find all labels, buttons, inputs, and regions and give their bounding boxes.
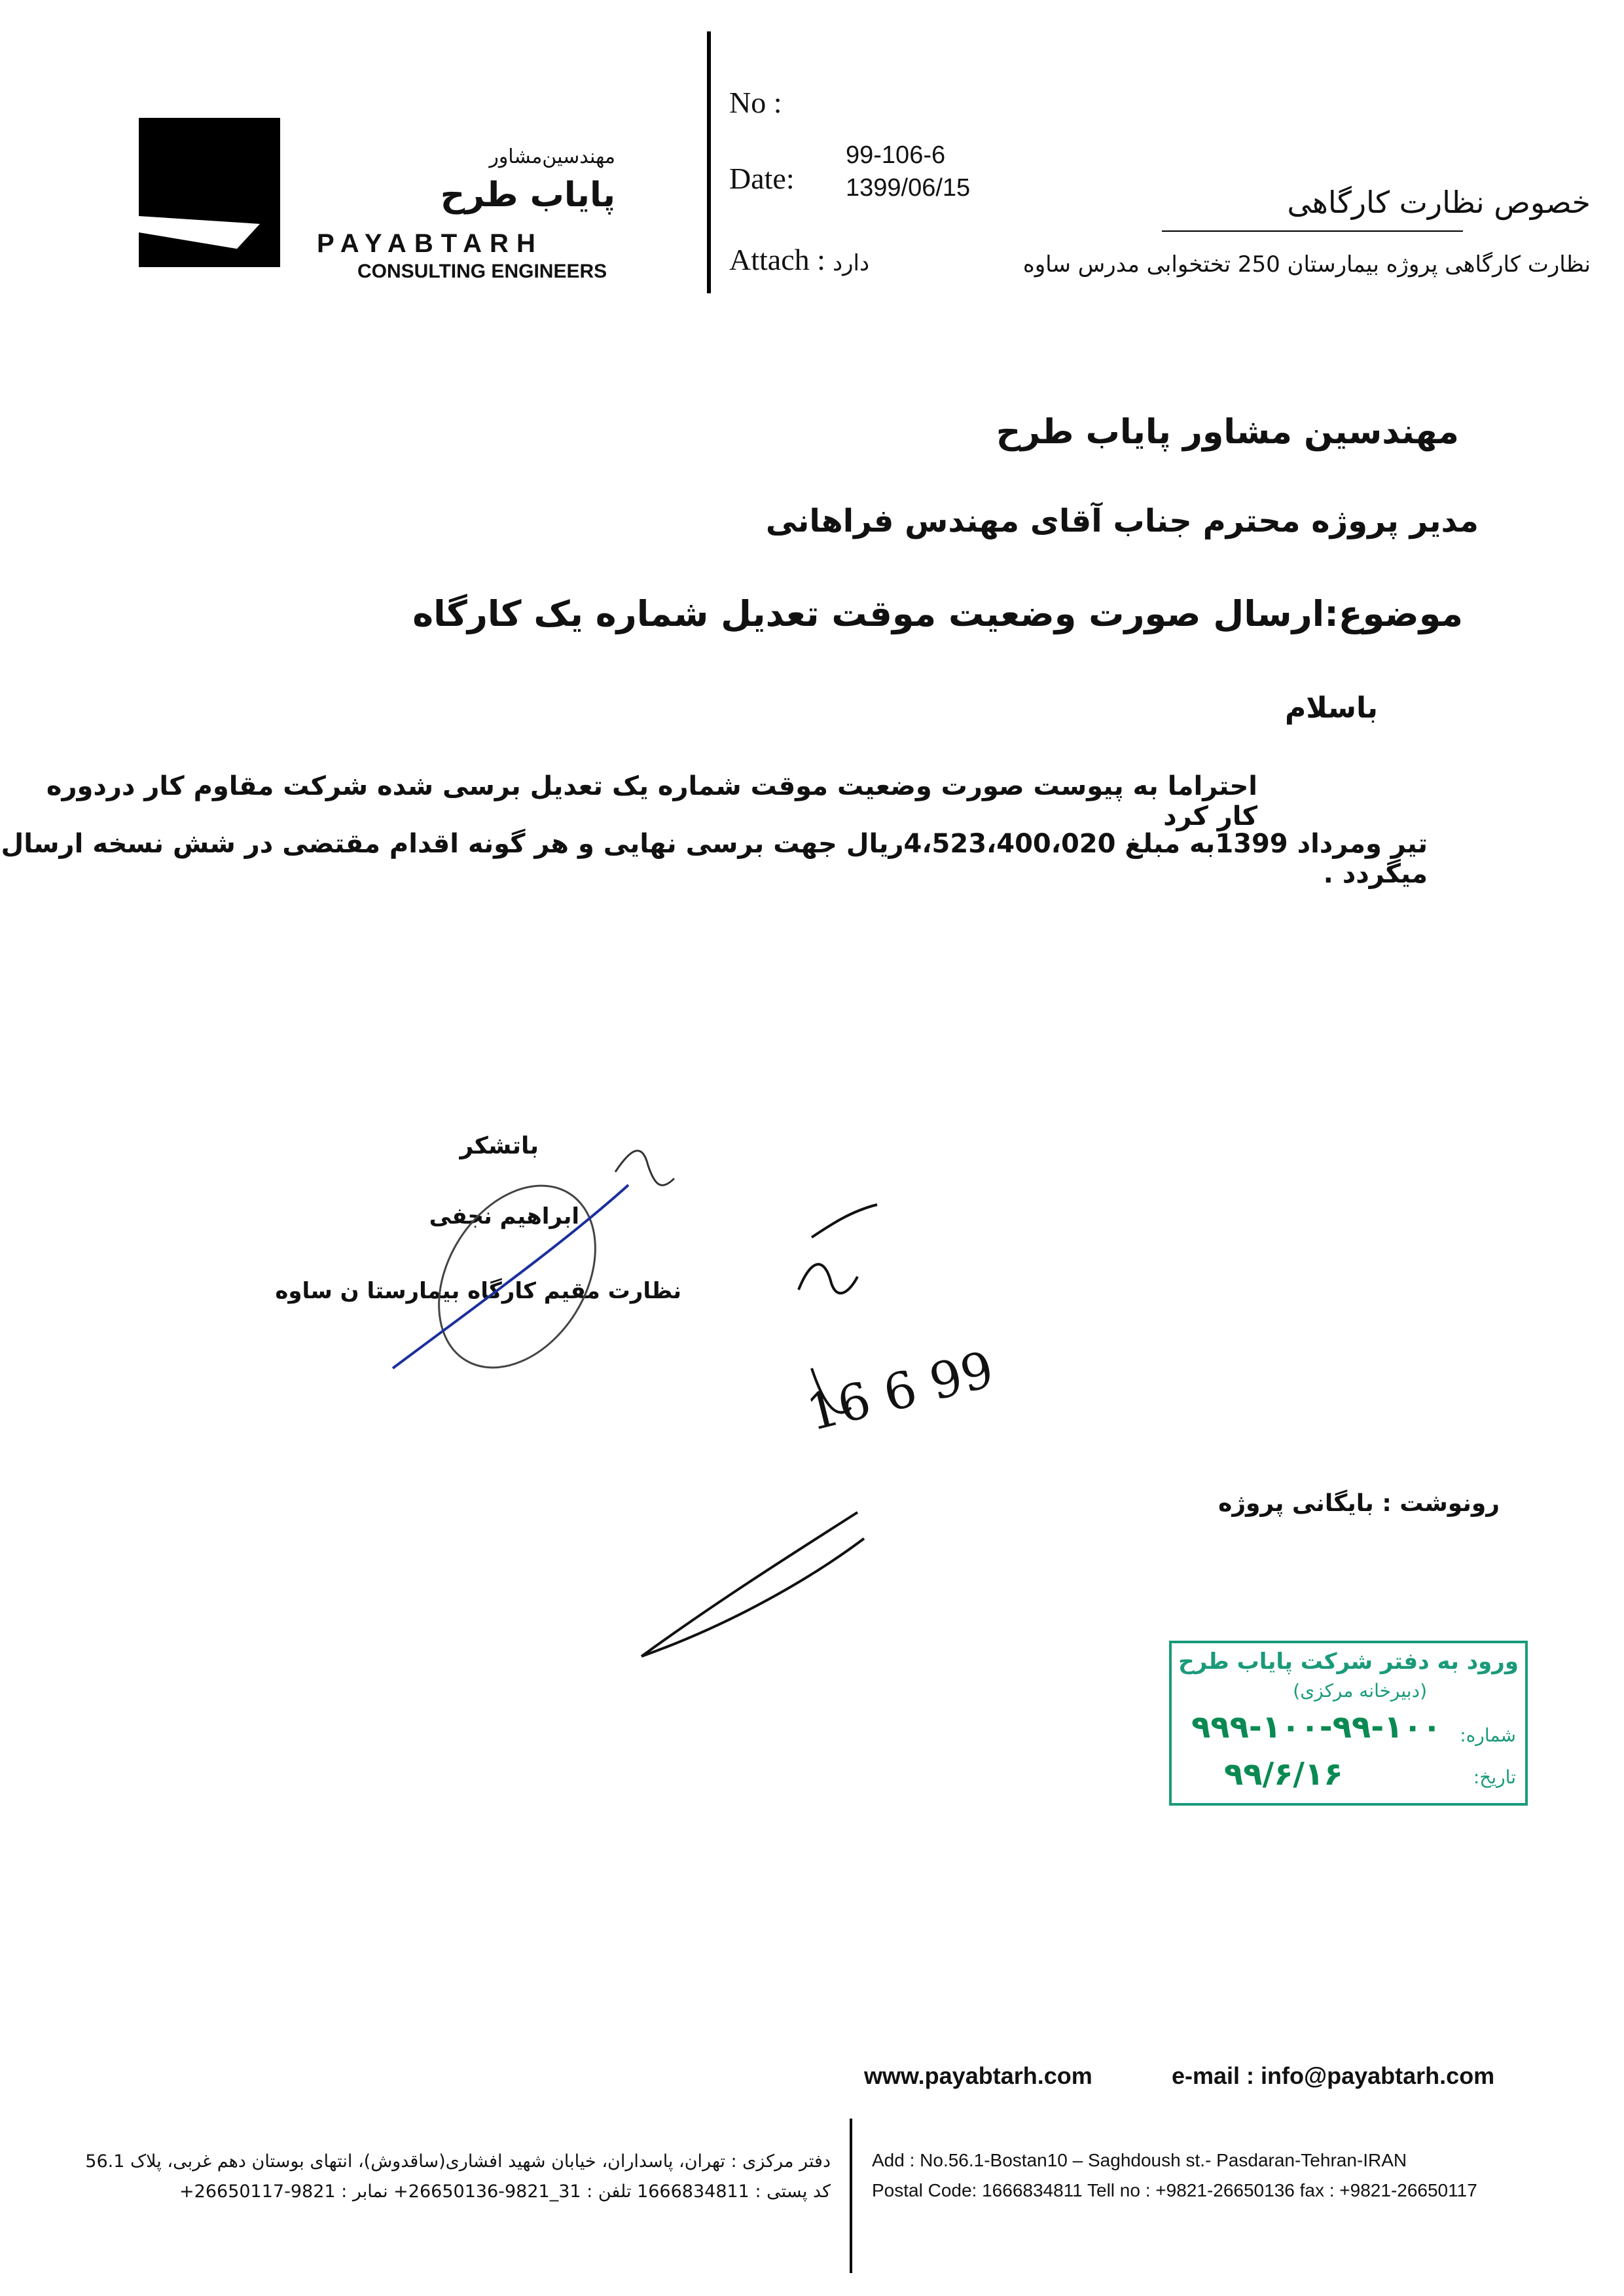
company-logo: [139, 118, 280, 267]
registry-stamp: [1169, 1641, 1528, 1806]
signature-closing: باتشکر: [460, 1133, 539, 1159]
paragraph-line-1: احتراما به پیوست صورت وضعیت موقت شماره یک تعدیل برسی شده شرکت مقاوم کار دردوره کار کرد: [46, 771, 1257, 831]
no-label: No :: [729, 86, 782, 119]
paragraph-line-2: تیر ومرداد 1399به مبلغ 4،523،400،020ریال جهت برسی نهایی و هر گونه اقدام مقتضی در شش نسخه ارسال میگردد .: [1, 829, 1428, 889]
subject-header: خصوص نظارت کارگاهی: [1287, 185, 1591, 220]
carbon-copy: رونوشت : بایگانی پروژه: [1218, 1490, 1500, 1517]
signature-title: نظارت مقیم کارگاه بیمارستا ن ساوه: [275, 1278, 681, 1304]
footer-divider: [850, 2119, 852, 2273]
recipient-person: مدیر پروژه محترم جناب آقای مهندس فراهانی: [765, 503, 1479, 539]
stamp-date-value: ۹۹/۶/۱۶: [1224, 1756, 1343, 1793]
stamp-title: ورود به دفتر شرکت پایاب طرح: [1178, 1649, 1519, 1675]
company-name-en: PAYABTARH: [317, 229, 543, 258]
logo-mark-icon: [139, 118, 280, 267]
footer-address-en: Add : No.56.1-Bostan10 – Saghdoush st.- Pasdaran-Tehran-IRAN: [872, 2150, 1407, 2170]
header-divider: [707, 31, 711, 293]
date-line-1: 99-106-6: [846, 141, 946, 169]
attach-label: Attach :: [729, 243, 825, 276]
company-name-fa: پایاب طرح: [440, 175, 615, 215]
footer-address-fa: دفتر مرکزی : تهران، پاسداران، خیابان شهید افشاری(ساقدوش)، انتهای بوستان دهم غربی، پلاک 56.1: [85, 2151, 831, 2172]
handwritten-date: 16 6 99: [801, 1339, 1000, 1442]
attach-value: دارد: [833, 250, 870, 276]
footer-email[interactable]: e-mail : info@payabtarh.com: [1172, 2062, 1495, 2089]
greeting: باسلام: [1285, 691, 1378, 725]
signature-name: ابراهیم نجفی: [429, 1203, 579, 1230]
company-tagline-en: CONSULTING ENGINEERS: [357, 261, 607, 282]
date-line-2: 1399/06/15: [846, 174, 971, 202]
stamp-number-value: ۹۹۹-۱۰۰-۹۹-۱۰۰: [1191, 1709, 1442, 1745]
footer-postal-en: Postal Code: 1666834811 Tell no : +9821-26650136 fax : +9821-26650117: [872, 2180, 1477, 2200]
recipient-company: مهندسین مشاور پایاب طرح: [996, 412, 1459, 452]
stamp-date-label: تاریخ:: [1473, 1766, 1516, 1788]
letter-subject: موضوع:ارسال صورت وضعیت موقت تعدیل شماره یک کارگاه: [412, 593, 1463, 634]
company-name-fa-small: مهندسین‌مشاور: [489, 145, 615, 168]
stamp-subtitle: (دبیرخانه مرکزی): [1293, 1680, 1427, 1702]
footer-website[interactable]: www.payabtarh.com: [864, 2062, 1092, 2089]
date-label: Date:: [729, 162, 795, 195]
stamp-number-label: شماره:: [1460, 1724, 1516, 1746]
subject-underline: [1162, 230, 1463, 232]
footer-contact-fa: کد پستی : 1666834811 تلفن : 31_9821-26650136+ نمابر : 9821-26650117+: [179, 2181, 831, 2202]
subject-subtitle: نظارت کارگاهی پروژه بیمارستان 250 تختخوابی مدرس ساوه: [1022, 251, 1591, 278]
